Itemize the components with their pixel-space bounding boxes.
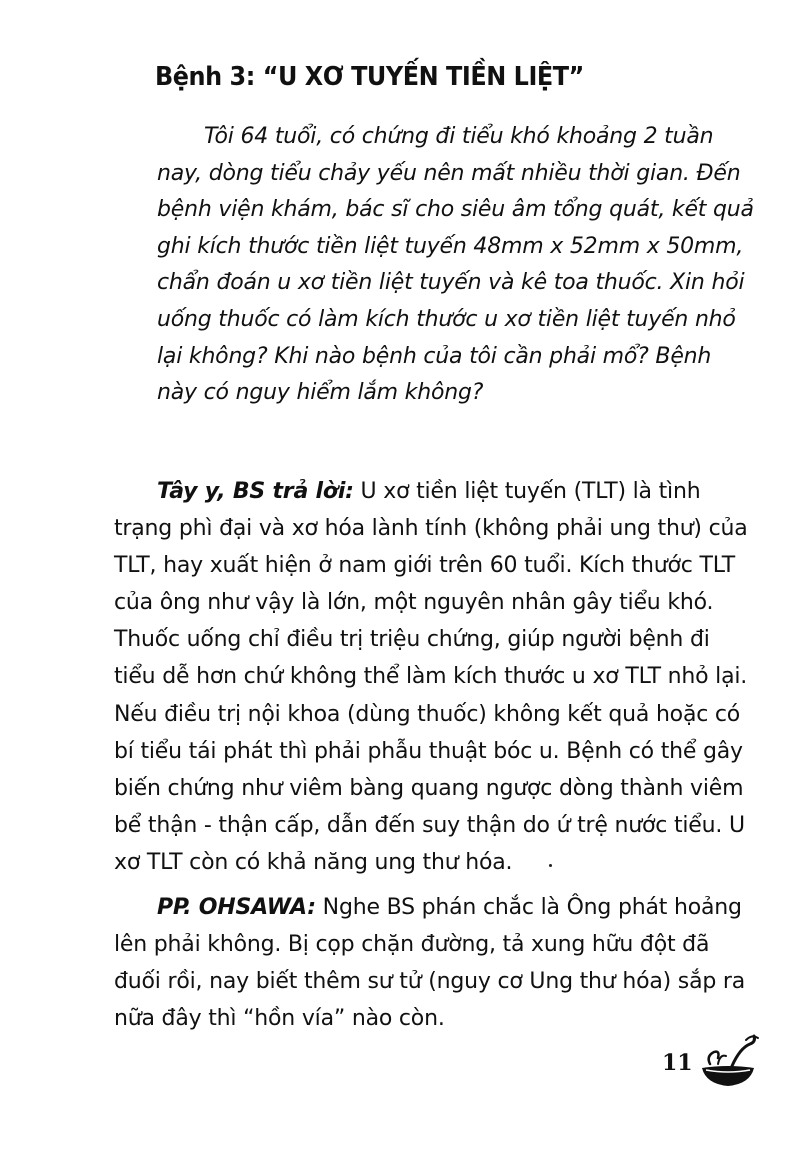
print-speck <box>549 864 552 867</box>
mortar-bowl-icon <box>696 1030 760 1090</box>
answer-text: U xơ tiền liệt tuyến (TLT) là tình trạng phì đại và xơ hóa lành tính (không phải ung thư) của TLT, hay xuất hiện ở nam giới trên 60 tuổi. Kích thước TLT của ông như vậy là lớn, một nguyên nhân gây tiểu khó. Thuốc uống chỉ điều trị triệu chứng, giúp người bệnh đi tiểu dễ hơn chứ không thể làm kích thước u xơ TLT nhỏ lại. Nếu điều trị nội khoa (dùng thuốc) không kết quả hoặc có bí tiểu tái phát thì phải phẫu thuật bóc u. Bệnh có thể gây biến chứng như viêm bàng quang ngược dòng thành viêm bể thận - thận cấp, dẫn đến suy thận do ứ trệ nước tiểu. U xơ TLT còn có khả năng ung thư hóa. <box>114 479 748 875</box>
answer-lead: PP. OHSAWA: <box>157 895 316 920</box>
page-number: 11 <box>662 1050 693 1076</box>
section-title: Bệnh 3: “U XƠ TUYẾN TIỀN LIỆT” <box>155 62 584 92</box>
western-medicine-answer <box>114 473 754 881</box>
ohsawa-answer <box>114 889 754 1037</box>
question-paragraph: Tôi 64 tuổi, có chứng đi tiểu khó khoảng 2 tuần nay, dòng tiểu chảy yếu nên mất nhiều thời gian. Đến bệnh viện khám, bác sĩ cho siêu âm tổng quát, kết quả ghi kích thước tiền liệt tuyến 48mm x 52mm x 50mm, chẩn đoán u xơ tiền liệt tuyến và kê toa thuốc. Xin hỏi uống thuốc có làm kích thước u xơ tiền liệt tuyến nhỏ lại không? Khi nào bệnh của tôi cần phải mổ? Bệnh này có nguy hiểm lắm không? <box>157 124 754 406</box>
answer-text: Nghe BS phán chắc là Ông phát hoảng lên phải không. Bị cọp chặn đường, tả xung hữu đột đã đuối rồi, nay biết thêm sư tử (nguy cơ Ung thư hóa) sắp ra nữa đây thì “hồn vía” nào còn. <box>114 895 746 1032</box>
answer-lead: Tây y, BS trả lời: <box>157 479 354 504</box>
page-footer <box>660 1030 760 1090</box>
